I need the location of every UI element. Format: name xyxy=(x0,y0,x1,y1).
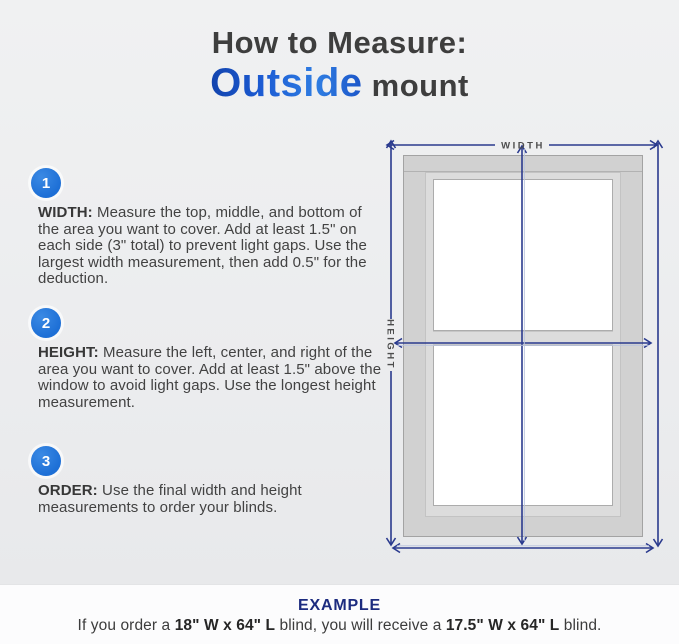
window-pane-lower xyxy=(433,345,613,506)
example-ordered-size: 18" W x 64" L xyxy=(174,617,276,634)
window-frame-header xyxy=(404,156,642,172)
title-mount-word: mount xyxy=(362,68,469,104)
step-3-body: Use the final width and height measurements to order your blinds. xyxy=(38,482,302,516)
arrowhead-left-icon xyxy=(395,339,402,348)
page-header xyxy=(0,26,679,105)
step-2-body: Measure the left, center, and right of the area you want to cover. Add at least 1.5" above the window to avoid light gaps. Use the longest height measurement. xyxy=(38,344,382,411)
window-meeting-rail xyxy=(433,331,613,345)
example-received-size: 17.5" W x 64" L xyxy=(445,617,560,634)
page-title-line1: How to Measure: xyxy=(211,25,468,60)
arrowhead-down-icon xyxy=(654,539,663,546)
step-1-body: Measure the top, middle, and bottom of the area you want to cover. Add at least 1.5" on each side (3" total) to prevent light gaps. Use the largest width measurement, then add 0.5" for the deduction. xyxy=(38,204,367,288)
step-2-text xyxy=(38,345,384,411)
arrowhead-up-icon xyxy=(387,141,396,148)
arrowhead-up-icon xyxy=(654,141,663,148)
step-3-label: ORDER: xyxy=(38,482,98,499)
page-title-line2 xyxy=(0,61,679,105)
step-1-label: WIDTH: xyxy=(38,204,93,221)
arrowhead-left-icon xyxy=(387,141,394,150)
step-1-badge: 1 xyxy=(31,168,61,198)
step-order xyxy=(31,446,383,516)
step-width xyxy=(31,168,383,288)
step-2-badge: 2 xyxy=(31,308,61,338)
title-mount-type: Outside xyxy=(210,61,363,106)
arrowhead-down-icon xyxy=(518,537,527,544)
width-dimension-label: WIDTH xyxy=(501,140,545,152)
arrowhead-right-icon xyxy=(646,544,653,553)
window-frame xyxy=(403,155,643,537)
example-footer xyxy=(0,584,679,644)
arrowhead-left-icon xyxy=(393,544,400,553)
example-heading: EXAMPLE xyxy=(298,597,381,614)
window-pane-upper xyxy=(433,179,613,331)
step-1-text xyxy=(38,205,384,288)
arrowhead-up-icon xyxy=(518,146,527,153)
window-sash xyxy=(425,172,621,517)
example-middle: blind, you will receive a xyxy=(275,617,446,634)
example-sentence xyxy=(0,617,679,635)
arrowhead-right-icon xyxy=(644,339,651,348)
example-suffix: blind. xyxy=(559,617,602,634)
arrowhead-right-icon xyxy=(650,141,657,150)
example-prefix: If you order a xyxy=(77,617,175,634)
height-dimension-label: HEIGHT xyxy=(384,319,396,370)
arrowhead-down-icon xyxy=(387,538,396,545)
window-measurement-diagram xyxy=(380,133,672,563)
step-3-text xyxy=(38,483,384,516)
step-2-label: HEIGHT: xyxy=(38,344,99,361)
step-3-badge: 3 xyxy=(31,446,61,476)
step-height xyxy=(31,308,383,411)
